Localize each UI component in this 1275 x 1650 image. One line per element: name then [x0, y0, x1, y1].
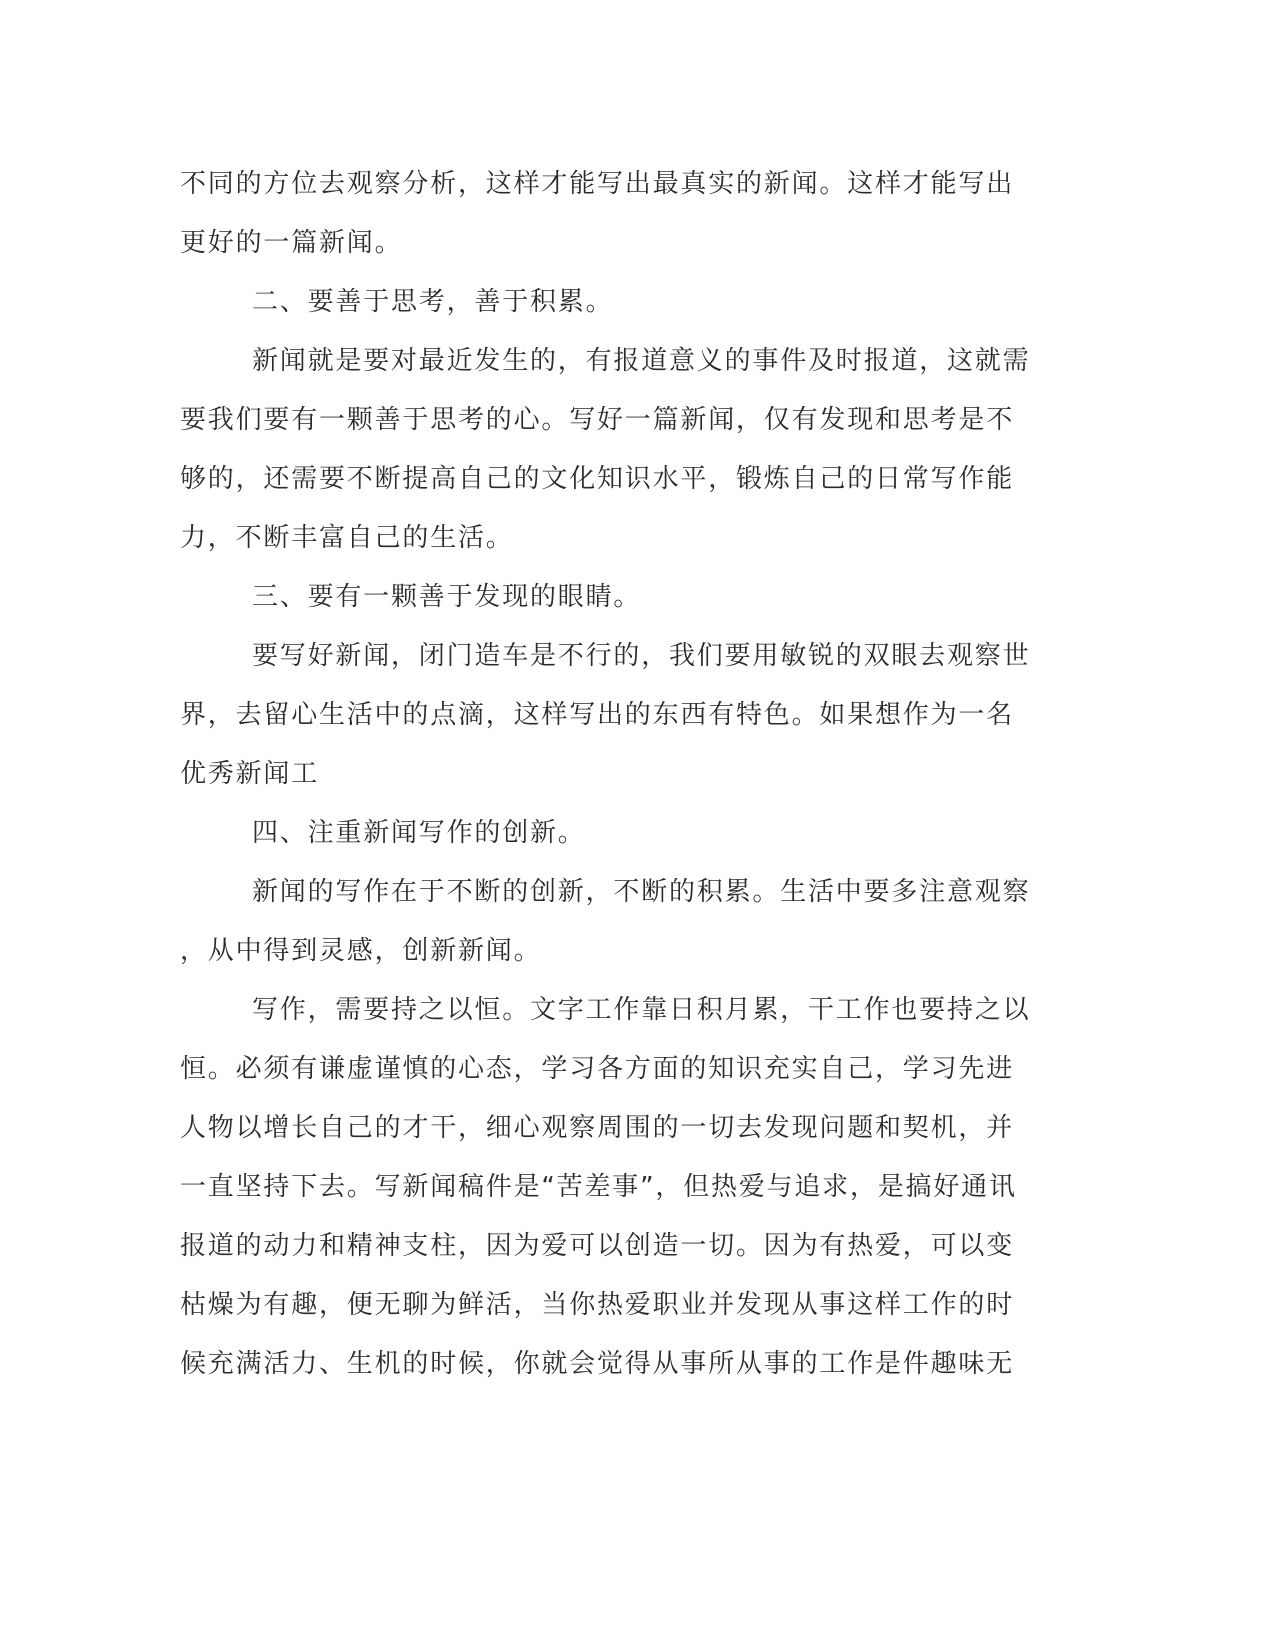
paragraph-line: 不同的方位去观察分析，这样才能写出最真实的新闻。这样才能写出 — [180, 169, 1015, 199]
paragraph-line: 要我们要有一颗善于思考的心。写好一篇新闻，仅有发现和思考是不 — [180, 405, 1015, 435]
paragraph-line: 恒。必须有谦虚谨慎的心态，学习各方面的知识充实自己，学习先进 — [180, 1054, 1015, 1084]
paragraph-line: 报道的动力和精神支柱，因为爱可以创造一切。因为有热爱，可以变 — [180, 1231, 1015, 1261]
paragraph-line: 力，不断丰富自己的生活。 — [180, 523, 514, 553]
section-heading: 二、要善于思考，善于积累。 — [252, 287, 614, 317]
paragraph-line: 枯燥为有趣，便无聊为鲜活，当你热爱职业并发现从事这样工作的时 — [180, 1290, 1015, 1320]
section-heading: 三、要有一颗善于发现的眼睛。 — [252, 582, 642, 612]
paragraph-line: 新闻的写作在于不断的创新，不断的积累。生活中要多注意观察 — [252, 877, 1031, 907]
paragraph-line: 新闻就是要对最近发生的，有报道意义的事件及时报道，这就需 — [252, 346, 1031, 376]
paragraph-line: 界，去留心生活中的点滴，这样写出的东西有特色。如果想作为一名 — [180, 700, 1015, 730]
paragraph-line: 写作，需要持之以恒。文字工作靠日积月累，干工作也要持之以 — [252, 995, 1031, 1025]
paragraph-line: 候充满活力、生机的时候，你就会觉得从事所从事的工作是件趣味无 — [180, 1349, 1015, 1379]
paragraph-line: 一直坚持下去。写新闻稿件是“苦差事”，但热爱与追求，是搞好通讯 — [180, 1172, 1017, 1202]
section-heading: 四、注重新闻写作的创新。 — [252, 818, 586, 848]
paragraph-line: 优秀新闻工 — [180, 759, 320, 789]
paragraph-line: 更好的一篇新闻。 — [180, 228, 403, 258]
paragraph-line: 人物以增长自己的才干，细心观察周围的一切去发现问题和契机，并 — [180, 1113, 1015, 1143]
paragraph-line: 够的，还需要不断提高自己的文化知识水平，锻炼自己的日常写作能 — [180, 464, 1015, 494]
paragraph-line: 要写好新闻，闭门造车是不行的，我们要用敏锐的双眼去观察世 — [252, 641, 1031, 671]
paragraph-line: ，从中得到灵感，创新新闻。 — [180, 936, 542, 966]
